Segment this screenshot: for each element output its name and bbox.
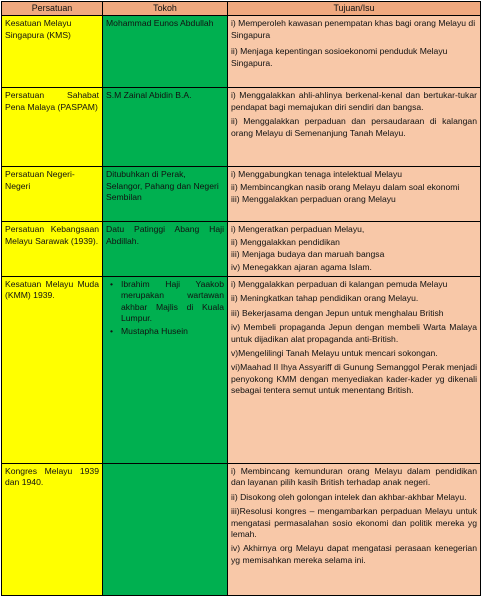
tujuan-cell	[228, 88, 481, 167]
tujuan-item: iii) Menggalakkan perpaduan orang Melayu	[231, 194, 396, 205]
persatuan-name: Kesatuan Melayu Muda (KMM) 1939.	[5, 279, 99, 301]
header-tokoh: Tokoh	[103, 2, 228, 16]
persatuan-cell	[2, 277, 103, 464]
persatuan-name: Kongres Melayu 1939 dan 1940.	[5, 466, 99, 488]
tokoh-list-item: • Mustapha Husein	[121, 326, 224, 337]
tujuan-item: iii)Resolusi kongres – mengambarkan perpaduan Melayu untuk mengatasi permasalahan sosio ekonomi dan politik mereka yg lemah.	[231, 506, 477, 540]
persatuan-name: Kesatuan Melayu Singapura (KMS)	[5, 18, 72, 40]
tujuan-item: v)Mengelilingi Tanah Melayu untuk mencari sokongan.	[231, 348, 438, 359]
tujuan-item: i) Menggalakkan perpaduan di kalangan pemuda Melayu	[231, 279, 448, 290]
table-row	[2, 167, 481, 222]
persatuan-name: Persatuan Kebangsaan Melayu Sarawak (1939).	[5, 224, 99, 246]
tokoh-cell	[103, 222, 228, 277]
tujuan-item: iv) Akhirnya org Melayu dapat mengatasi perasaan kenegerian yg memisahkan mereka selama ini.	[231, 543, 477, 565]
tokoh-cell	[103, 277, 228, 464]
tujuan-item: iii) Menjaga budaya dan maruah bangsa	[231, 249, 385, 260]
header-row	[2, 2, 481, 16]
tujuan-item: iii) Bekerjasama dengan Jepun untuk menghalau British	[231, 307, 444, 318]
persatuan-cell	[2, 464, 103, 596]
tujuan-cell	[228, 277, 481, 464]
tokoh-cell	[103, 167, 228, 222]
tujuan-item: i) Membincang kemunduran orang Melayu dalam pendidikan dan layanan pilih kasih British terhadap anak negeri.	[231, 466, 477, 488]
tujuan-item: i) Menggalakkan ahli-ahlinya berkenal-kenal dan bertukar-tukar pendapat bagi memajukan diri sendiri dan bangsa.	[231, 90, 477, 112]
table-row	[2, 464, 481, 596]
tokoh-text: Ditubuhkan di Perak, Selangor, Pahang dan Negeri Sembilan	[106, 169, 219, 203]
tujuan-item: i) Memperoleh kawasan penempatan khas bagi orang Melayu di Singapura	[231, 18, 476, 40]
tujuan-cell	[228, 222, 481, 277]
persatuan-name: Persatuan Sahabat Pena Malaya (PASPAM)	[5, 90, 99, 112]
persatuan-cell	[2, 167, 103, 222]
tujuan-cell	[228, 16, 481, 88]
tokoh-list-item: • Ibrahim Haji Yaakob merupakan wartawan akhbar Majlis di Kuala Lumpur.	[121, 279, 224, 325]
tujuan-item: ii) Membincangkan nasib orang Melayu dalam soal ekonomi	[231, 181, 460, 192]
organisation-table	[1, 1, 481, 596]
tokoh-cell	[103, 16, 228, 88]
persatuan-name: Persatuan Negeri-Negeri	[5, 169, 75, 191]
tujuan-item: ii) Meningkatkan tahap pendidikan orang Melayu.	[231, 293, 419, 304]
tokoh-text: S.M Zainal Abidin B.A.	[106, 90, 192, 101]
persatuan-cell	[2, 16, 103, 88]
tujuan-item: i) Mengeratkan perpaduan Melayu,	[231, 224, 365, 235]
table-row	[2, 222, 481, 277]
tujuan-item: i) Menggabungkan tenaga intelektual Melayu	[231, 169, 403, 180]
tokoh-list	[106, 279, 224, 337]
tujuan-item: ii) Menggalakkan perpaduan dan persaudaraan di kalangan orang Melayu di Semenanjung Tanah Melayu.	[231, 116, 477, 138]
tokoh-text: Mohammad Eunos Abdullah	[106, 18, 214, 29]
header-persatuan: Persatuan	[2, 2, 103, 16]
header-tujuan: Tujuan/Isu	[228, 2, 481, 16]
tujuan-item: ii) Menjaga kepentingan sosioekonomi penduduk Melayu Singapura.	[231, 46, 448, 68]
persatuan-cell	[2, 222, 103, 277]
tujuan-item: iv) Membeli propaganda Jepun dengan membeli Warta Malaya untuk dijadikan alat propaganda anti-British.	[231, 322, 477, 344]
tokoh-cell	[103, 464, 228, 596]
persatuan-cell	[2, 88, 103, 167]
table-row	[2, 16, 481, 88]
tujuan-item: iv) Menegakkan ajaran agama Islam.	[231, 261, 372, 272]
tujuan-cell	[228, 464, 481, 596]
tujuan-item: ii) Menggalakkan pendidikan	[231, 236, 340, 247]
tujuan-cell	[228, 167, 481, 222]
table-row	[2, 277, 481, 464]
tujuan-item: ii) Disokong oleh golongan intelek dan akhbar-akhbar Melayu.	[231, 491, 467, 502]
table-row	[2, 88, 481, 167]
tujuan-item: vi)Maahad II Ihya Assyariff di Gunung Semanggol Perak menjadi penyokong KMM dengan menyediakan kader-kader yg dikenali sebagai tentera semut untuk menentang British.	[231, 362, 477, 396]
tokoh-text: Datu Patinggi Abang Haji Abdillah.	[106, 224, 224, 246]
tokoh-cell	[103, 88, 228, 167]
